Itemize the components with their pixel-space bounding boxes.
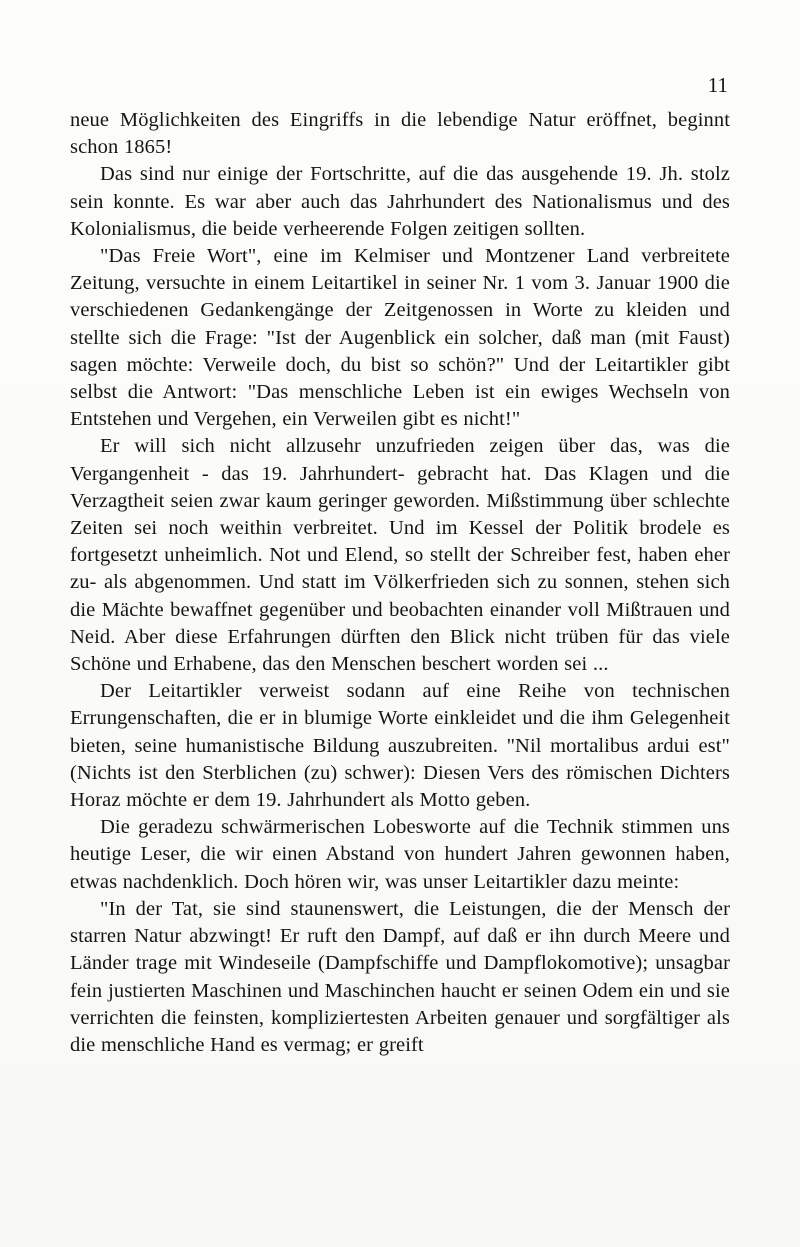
paragraph: Die geradezu schwärmerischen Lobesworte auf die Technik stimmen uns heutige Leser, die wir einen Abstand von hundert Jahren gewonnen haben, etwas nachdenklich. Doch hören wir, was unser Leitartikler dazu meinte: <box>70 816 730 893</box>
paragraph: "In der Tat, sie sind staunenswert, die Leistungen, die der Mensch der starren Natur abzwingt! Er ruft den Dampf, auf daß er ihn durch Meere und Länder trage mit Windeseile (Dampfschiffe und Dampflokomotive); unsagbar fein justierten Maschinen und Maschinchen haucht er seinen Odem ein und sie verrichten die feinsten, kompliziertesten Arbeiten genauer und sorgfältiger als die menschliche Hand es vermag; er greift <box>70 897 730 1056</box>
paragraph: Er will sich nicht allzusehr unzufrieden zeigen über das, was die Vergangenheit - das 19. Jahrhundert- gebracht hat. Das Klagen und die Verzagtheit seien zwar kaum geringer geworden. Mißstimmung über schlechte Zeiten sei noch weithin verbreitet. Und im Kessel der Politik brodele es fortgesetzt unheimlich. Not und Elend, so stellt der Schreiber fest, haben eher zu- als abgenommen. Und statt im Völkerfrieden sich zu sonnen, stehen sich die Mächte bewaffnet gegenüber und beobachten einander voll Mißtrauen und Neid. Aber diese Erfahrungen dürften den Blick nicht trüben für das viele Schöne und Erhabene, das den Menschen beschert worden sei ... <box>70 435 730 676</box>
page-number: 11 <box>707 73 728 97</box>
body-text <box>70 107 730 1059</box>
paragraph: Der Leitartikler verweist sodann auf eine Reihe von technischen Errungenschaften, die er in blumige Worte einkleidet und die ihm Gelegenheit bieten, seine humanistische Bildung auszubreiten. "Nil mortalibus ardui est" (Nichts ist den Sterblichen (zu) schwer): Diesen Vers des römischen Dichters Horaz möchte er dem 19. Jahrhundert als Motto geben. <box>70 680 730 812</box>
paragraph: "Das Freie Wort", eine im Kelmiser und Montzener Land verbreitete Zeitung, versuchte in einem Leitartikel in seiner Nr. 1 vom 3. Januar 1900 die verschiedenen Gedankengänge der Zeitgenossen in Worte zu kleiden und stellte sich die Frage: "Ist der Augenblick ein solcher, daß man (mit Faust) sagen möchte: Verweile doch, du bist so schön?" Und der Leitartikler gibt selbst die Antwort: "Das menschliche Leben ist ein ewiges Wechseln von Entstehen und Vergehen, ein Verweilen gibt es nicht!" <box>70 245 730 431</box>
paragraph: Das sind nur einige der Fortschritte, auf die das ausgehende 19. Jh. stolz sein konnte. Es war aber auch das Jahrhundert des Nationalismus und des Kolonialismus, die beide verheerende Folgen zeitigen sollten. <box>70 163 730 240</box>
paragraph: neue Möglichkeiten des Eingriffs in die lebendige Natur eröffnet, beginnt schon 1865! <box>70 109 730 159</box>
